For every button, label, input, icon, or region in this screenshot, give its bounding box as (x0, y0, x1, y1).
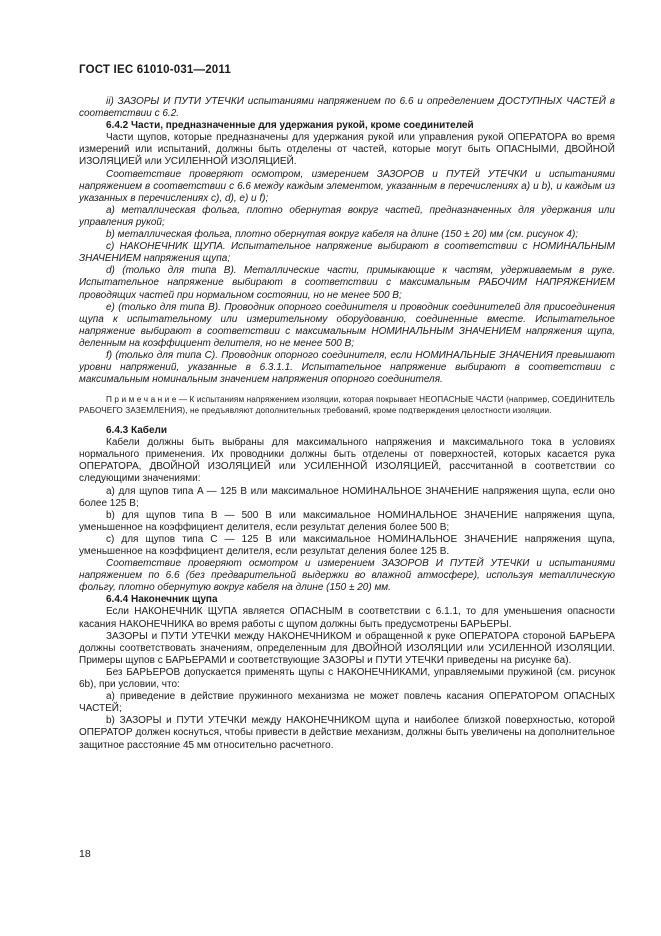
list-item-e: e) (только для типа B). Проводник опорного соединителя и проводник соединителей для присоединения щупа к испытательному или измерительному оборудованию, соединенные вместе. Испытательное напряжение выбирают в соответствии с максимальным НОМИНАЛЬНЫМ ЗНАЧЕНИЕМ напряжения щупа, деленным на коэффициент делителя, но не менее 500 В; (79, 301, 615, 349)
list-item-c: c) для щупов типа C — 125 В или максимальное НОМИНАЛЬНОЕ ЗНАЧЕНИЕ напряжения щупа, уменьшенное на коэффициент делителя, если результат деления более 125 В. (79, 533, 615, 557)
list-item-ii: ii) ЗАЗОРЫ И ПУТИ УТЕЧКИ испытаниями напряжением по 6.6 и определением ДОСТУПНЫХ ЧАСТЕЙ в соответствии с 6.2. (79, 96, 615, 120)
list-item-b: b) для щупов типа B — 500 В или максимальное НОМИНАЛЬНОЕ ЗНАЧЕНИЕ напряжения щупа, уменьшенное на коэффициент делителя, если результат деления более 500 В; (79, 509, 615, 533)
page-number: 18 (79, 848, 91, 860)
section-heading-6-4-4: 6.4.4 Наконечник щупа (106, 594, 218, 606)
list-item-d: d) (только для типа B). Металлические части, примыкающие к частям, удерживаемым в руке. Испытательное напряжение выбирают в соответствии с максимальным РАБОЧИМ НАПРЯЖЕНИЕМ проводящих частей при нормальном состоянии, но не менее 500 В; (79, 265, 615, 301)
paragraph: Без БАРЬЕРОВ допускается применять щупы с НАКОНЕЧНИКАМИ, управляемыми пружиной (см. рисунок 6b), при условии, что: (79, 666, 615, 691)
body-text (79, 96, 615, 752)
list-item-b: b) металлическая фольга, плотно обернутая вокруг кабеля на длине (150 ± 20) мм (см. рисунок 4); (106, 229, 579, 241)
paragraph: Части щупов, которые предназначены для удержания рукой или управления рукой ОПЕРАТОРА во время измерений или испытаний, должны быть отделены от частей, которые могут быть ОПАСНЫМИ, ДВОЙНОЙ ИЗОЛЯЦИЕЙ или УСИЛЕННОЙ ИЗОЛЯЦИЕЙ. (79, 132, 615, 168)
list-item-a: a) приведение в действие пружинного механизма не может повлечь касания ОПЕРАТОРОМ ОПАСНЫХ ЧАСТЕЙ; (79, 691, 615, 715)
paragraph: Кабели должны быть выбраны для максимального напряжения и максимального тока в условиях нормального применения. Их проводники должны быть отделены от поверхностей, которых касается рука ОПЕРАТОРА, ДВОЙНОЙ ИЗОЛЯЦИЕЙ или УСИЛЕННОЙ ИЗОЛЯЦИЕЙ, рассчитанной в соответствии со следующими значениями: (79, 437, 615, 485)
section-heading-6-4-3: 6.4.3 Кабели (106, 425, 168, 437)
compliance-paragraph: Соответствие проверяют осмотром и измерением ЗАЗОРОВ И ПУТЕЙ УТЕЧКИ и испытаниями напряжением по 6.6 (без предварительной выдержки во влажной атмосфере), используя металлическую фольгу, плотно обернутую вокруг кабеля на длине (150 ± 20) мм. (79, 558, 615, 594)
list-item-a: a) металлическая фольга, плотно обернутая вокруг частей, предназначенных для удержания или управления рукой; (79, 204, 615, 228)
compliance-paragraph: Соответствие проверяют осмотром, измерением ЗАЗОРОВ и ПУТЕЙ УТЕЧКИ и испытаниями напряжением в соответствии с 6.6 между каждым элементом, указанным в перечислениях a) и b), и каждым из указанных в перечислениях c), d), e) и f); (79, 168, 615, 204)
note: П р и м е ч а н и е — К испытаниям напряжением изоляции, которая покрывает НЕОПАСНЫЕ ЧАСТИ (например, СОЕДИНИТЕЛЬ РАБОЧЕГО ЗАЗЕМЛЕНИЯ), не предъявляют дополнительных требований, кроме подтверждения целостности изоляции. (79, 395, 615, 415)
paragraph: ЗАЗОРЫ и ПУТИ УТЕЧКИ между НАКОНЕЧНИКОМ и обращенной к руке ОПЕРАТОРА стороной БАРЬЕРА должны соответствовать значениям, определенным для ДВОЙНОЙ ИЗОЛЯЦИИ или УСИЛЕННОЙ ИЗОЛЯЦИИ. Примеры щупов с БАРЬЕРАМИ и соответствующие ЗАЗОРЫ и ПУТИ УТЕЧКИ приведены на рисунке 6a). (79, 630, 615, 666)
paragraph: Если НАКОНЕЧНИК ЩУПА является ОПАСНЫМ в соответствии с 6.1.1, то для уменьшения опасности касания НАКОНЕЧНИКА во время работы с щупом должны быть предусмотрены БАРЬЕРЫ. (79, 606, 615, 630)
list-item-a: a) для щупов типа A — 125 В или максимальное НОМИНАЛЬНОЕ ЗНАЧЕНИЕ напряжения щупа, если оно более 125 В; (79, 485, 615, 509)
section-heading-6-4-2: 6.4.2 Части, предназначенные для удержания рукой, кроме соединителей (106, 120, 474, 132)
list-item-f: f) (только для типа C). Проводник опорного соединителя, если НОМИНАЛЬНЫЕ ЗНАЧЕНИЯ превышают уровни напряжений, указанные в 6.3.1.1. Испытательное напряжение выбирают в соответствии с максимальным номинальным значением напряжения опорного соединителя. (79, 349, 615, 386)
standard-header: ГОСТ IEC 61010-031—2011 (79, 64, 231, 76)
list-item-b: b) ЗАЗОРЫ и ПУТИ УТЕЧКИ между НАКОНЕЧНИКОМ щупа и наиболее близкой поверхностью, которой ОПЕРАТОР должен коснуться, чтобы привести в действие механизм, должны быть увеличены на дополнительное защитное расстояние 45 мм относительно расчетного. (79, 715, 615, 751)
list-item-c: c) НАКОНЕЧНИК ЩУПА. Испытательное напряжение выбирают в соответствии с НОМИНАЛЬНЫМ ЗНАЧЕНИЕМ напряжения щупа; (79, 241, 615, 265)
